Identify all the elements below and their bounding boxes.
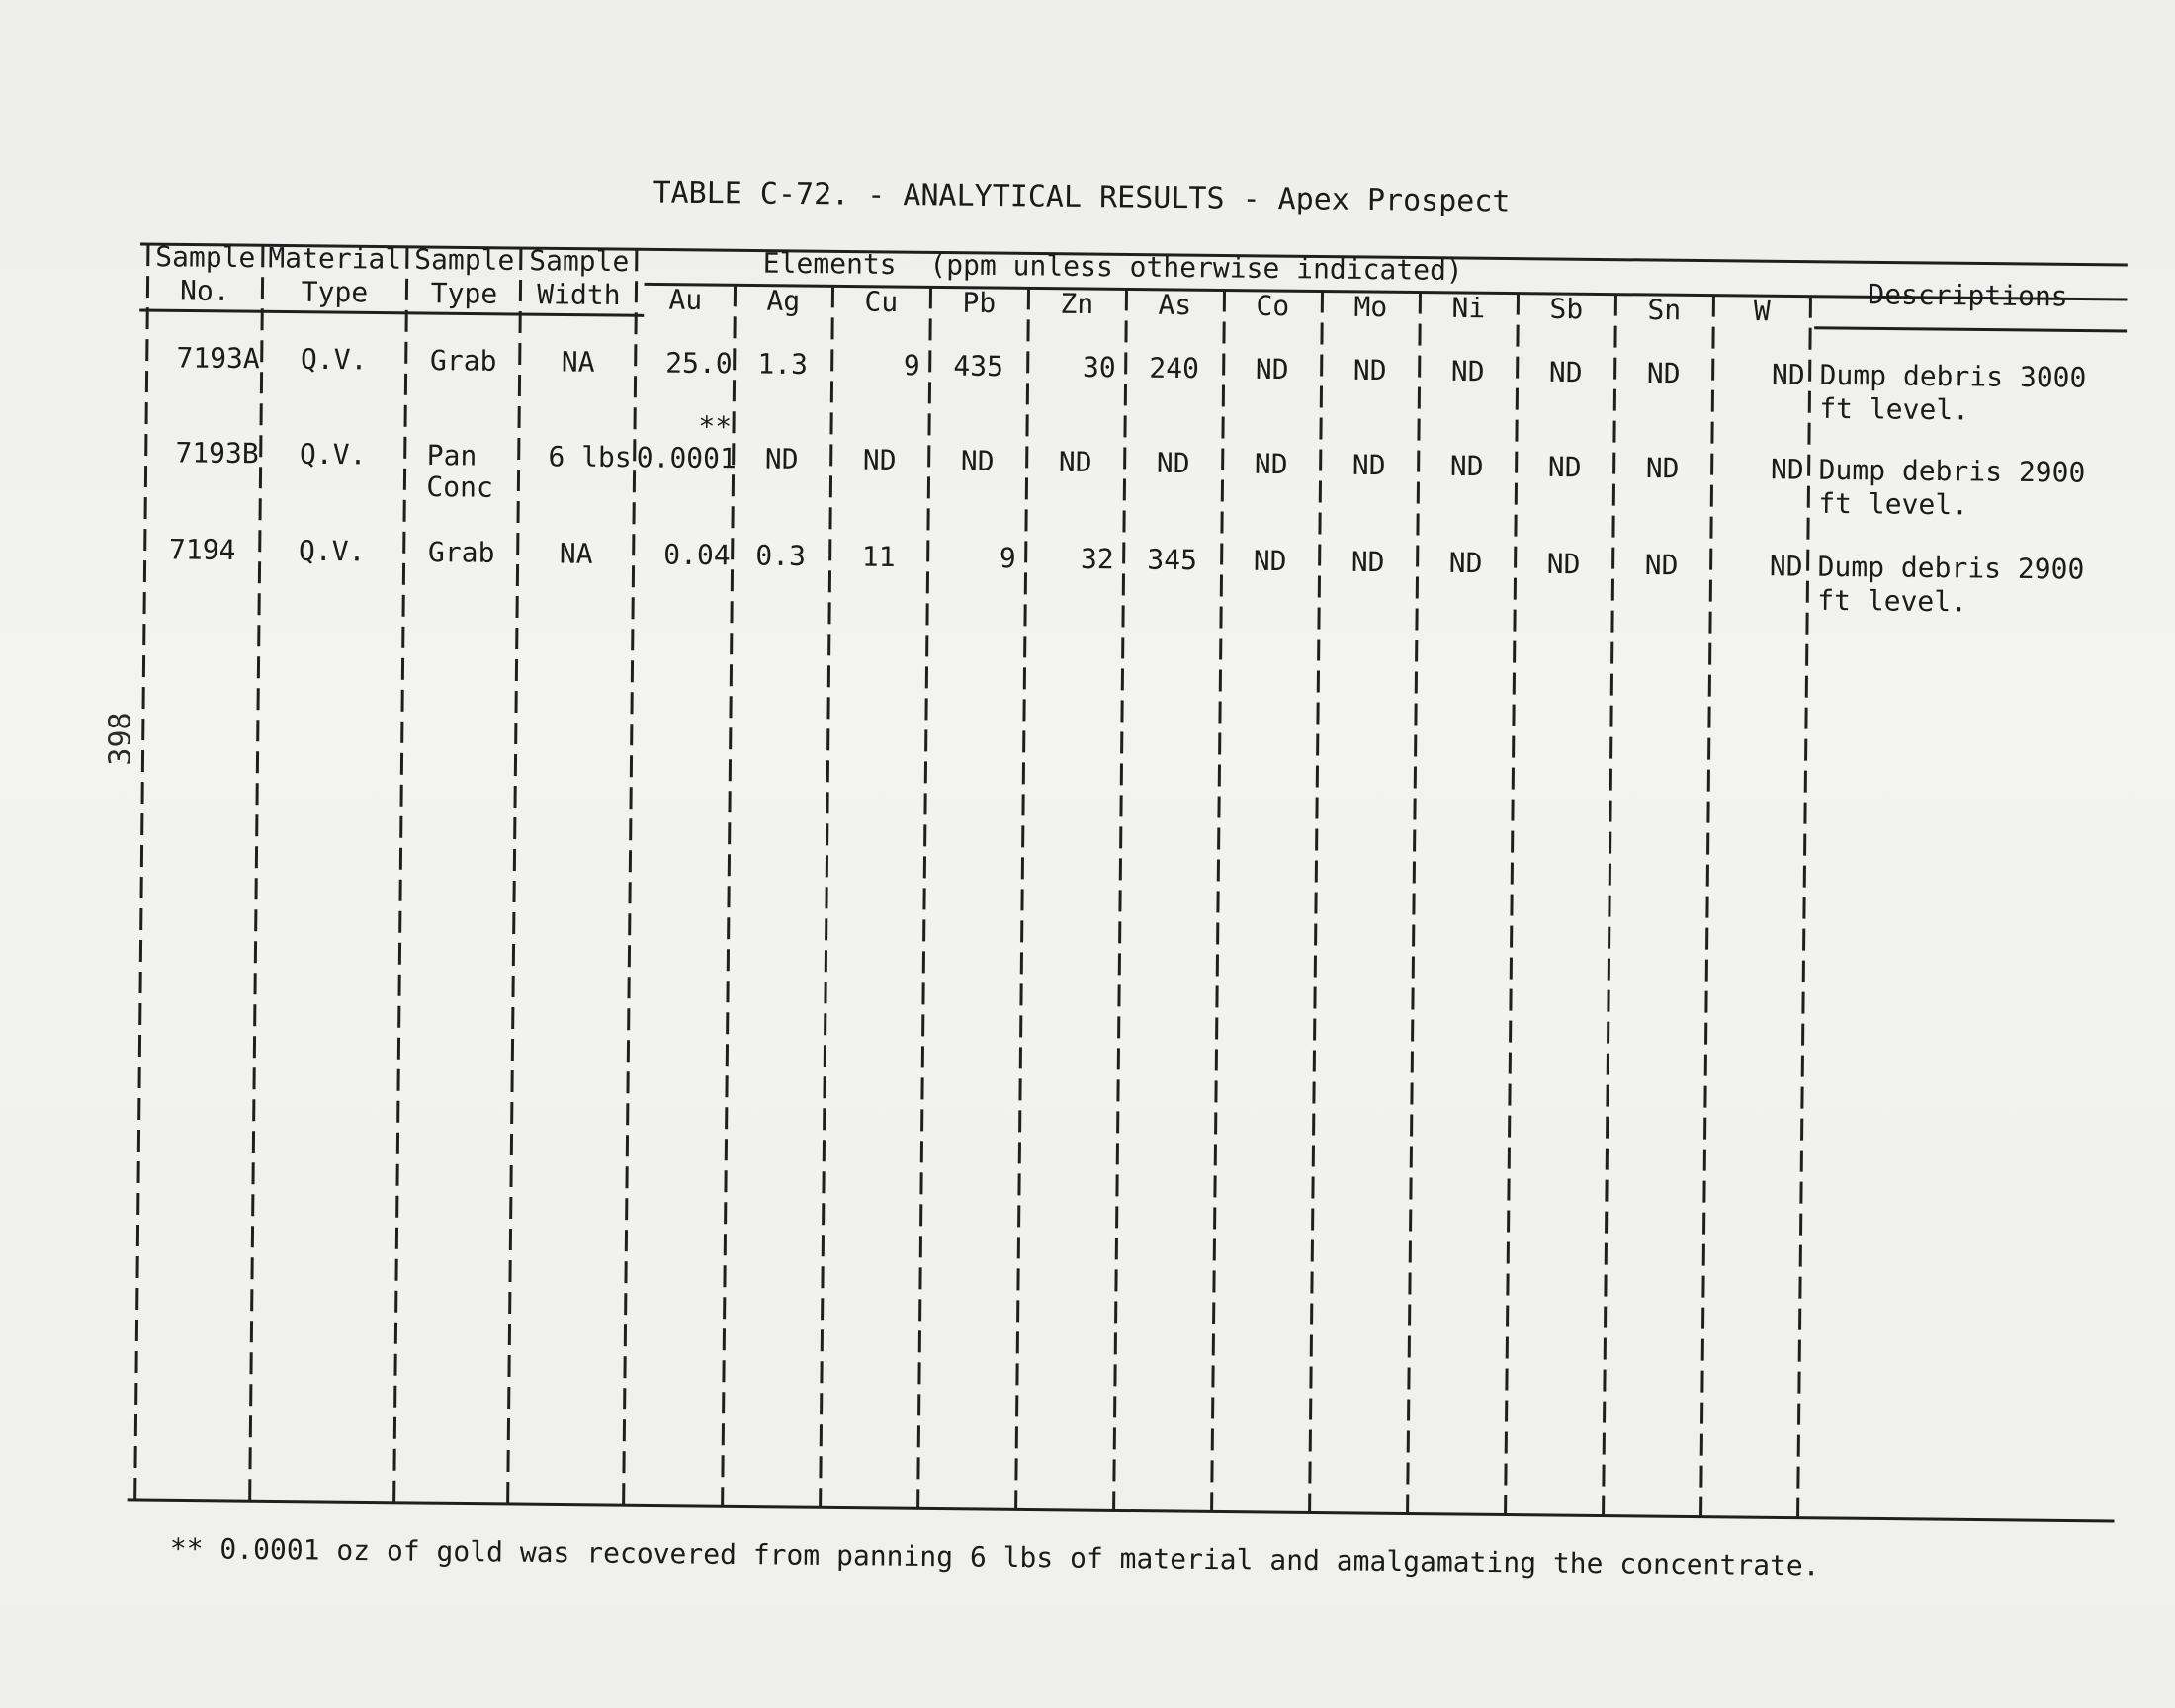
header-sample-type-line2: Type	[430, 277, 498, 310]
row-2-zn: ND	[1058, 445, 1092, 479]
row-2-au-note: **	[698, 409, 733, 444]
header-material-type-line1: Material	[268, 241, 402, 276]
header-sample-width-line2: Width	[537, 278, 621, 312]
row-3-sample-no: 7194	[168, 533, 236, 567]
row-1-ag: 1.3	[757, 347, 809, 382]
header-element-cu: Cu	[864, 285, 899, 319]
row-1-cu: 9	[903, 349, 920, 383]
row-3-sample-type: Grab	[427, 536, 495, 569]
row-2-sample-type-line2: Conc	[426, 470, 493, 504]
row-1-material: Q.V.	[300, 342, 368, 377]
row-3-sb: ND	[1546, 547, 1581, 581]
table-footnote: ** 0.0001 oz of gold was recovered from panning 6 lbs of material and amalgamating the concentrate.	[169, 1532, 1820, 1582]
row-1-mo: ND	[1352, 353, 1387, 387]
row-1-sn: ND	[1646, 356, 1681, 390]
header-element-as: As	[1158, 288, 1192, 322]
row-1-sb: ND	[1548, 355, 1583, 389]
header-elements-group: Elements (ppm unless otherwise indicated)	[762, 246, 1463, 288]
row-2-ni: ND	[1449, 449, 1484, 483]
row-1-description-line1: Dump debris 3000	[1819, 358, 2087, 394]
row-2-description-line2: ft level.	[1818, 486, 1969, 522]
row-3-co: ND	[1253, 544, 1287, 578]
row-1-description-line2: ft level.	[1819, 391, 1970, 427]
row-2-sb: ND	[1547, 450, 1582, 484]
header-element-sb: Sb	[1549, 292, 1584, 326]
row-3-zn: 32	[1080, 542, 1114, 576]
table-grid-lines	[127, 239, 2128, 1545]
header-sample-width-line1: Sample	[529, 244, 630, 279]
header-element-sn: Sn	[1647, 293, 1682, 327]
row-3-sample-width: NA	[559, 537, 593, 570]
row-2-material: Q.V.	[299, 437, 367, 471]
header-element-ni: Ni	[1451, 291, 1486, 325]
header-material-type-line2: Type	[301, 275, 369, 309]
row-3-w: ND	[1769, 550, 1803, 583]
row-3-au: 0.04	[663, 538, 731, 572]
row-3-pb: 9	[999, 542, 1016, 575]
row-2-cu: ND	[862, 443, 897, 477]
row-2-ag: ND	[764, 442, 799, 475]
row-2-pb: ND	[960, 444, 995, 478]
page-side-note: 398	[103, 712, 138, 766]
header-descriptions: Descriptions	[1868, 278, 2068, 313]
row-3-sn: ND	[1644, 548, 1679, 582]
row-3-cu: 11	[861, 540, 896, 574]
row-1-sample-no: 7193A	[176, 341, 260, 376]
table-title: TABLE C-72. - ANALYTICAL RESULTS - Apex Prospect	[652, 175, 1511, 219]
row-1-zn: 30	[1082, 350, 1116, 384]
row-1-co: ND	[1255, 352, 1289, 386]
header-element-ag: Ag	[766, 284, 801, 317]
row-1-pb: 435	[953, 349, 1004, 384]
row-2-mo: ND	[1351, 448, 1386, 482]
header-element-zn: Zn	[1060, 287, 1094, 321]
header-sample-type-line1: Sample	[414, 242, 515, 277]
row-3-ni: ND	[1448, 546, 1483, 580]
row-2-sample-type-line1: Pan	[426, 439, 478, 472]
header-element-co: Co	[1256, 289, 1290, 323]
row-2-description-line1: Dump debris 2900	[1818, 453, 2086, 489]
row-3-description-line2: ft level.	[1817, 583, 1968, 619]
row-2-sample-no: 7193B	[175, 436, 259, 470]
row-3-description-line1: Dump debris 2900	[1817, 550, 2085, 586]
row-3-mo: ND	[1350, 545, 1385, 579]
row-1-ni: ND	[1450, 354, 1485, 388]
row-2-w: ND	[1770, 453, 1804, 486]
header-sample-no-line2: No.	[179, 274, 230, 307]
row-1-sample-width: NA	[561, 345, 595, 379]
header-sample-no-line1: Sample	[155, 240, 256, 275]
row-3-ag: 0.3	[755, 539, 807, 573]
header-element-w: W	[1753, 295, 1771, 328]
header-element-pb: Pb	[962, 286, 997, 320]
row-1-au: 25.0	[665, 346, 733, 381]
row-3-as: 345	[1147, 543, 1198, 577]
row-1-w: ND	[1771, 358, 1805, 391]
row-2-sn: ND	[1645, 451, 1680, 485]
row-2-sample-width: 6 lbs	[548, 440, 632, 474]
row-3-material: Q.V.	[298, 534, 366, 568]
row-2-au: 0.0001	[636, 441, 738, 475]
header-element-mo: Mo	[1353, 290, 1388, 324]
row-2-as: ND	[1156, 446, 1190, 480]
row-2-co: ND	[1254, 447, 1288, 481]
row-1-sample-type: Grab	[429, 344, 497, 378]
header-element-au: Au	[668, 283, 703, 316]
row-1-as: 240	[1149, 351, 1200, 385]
